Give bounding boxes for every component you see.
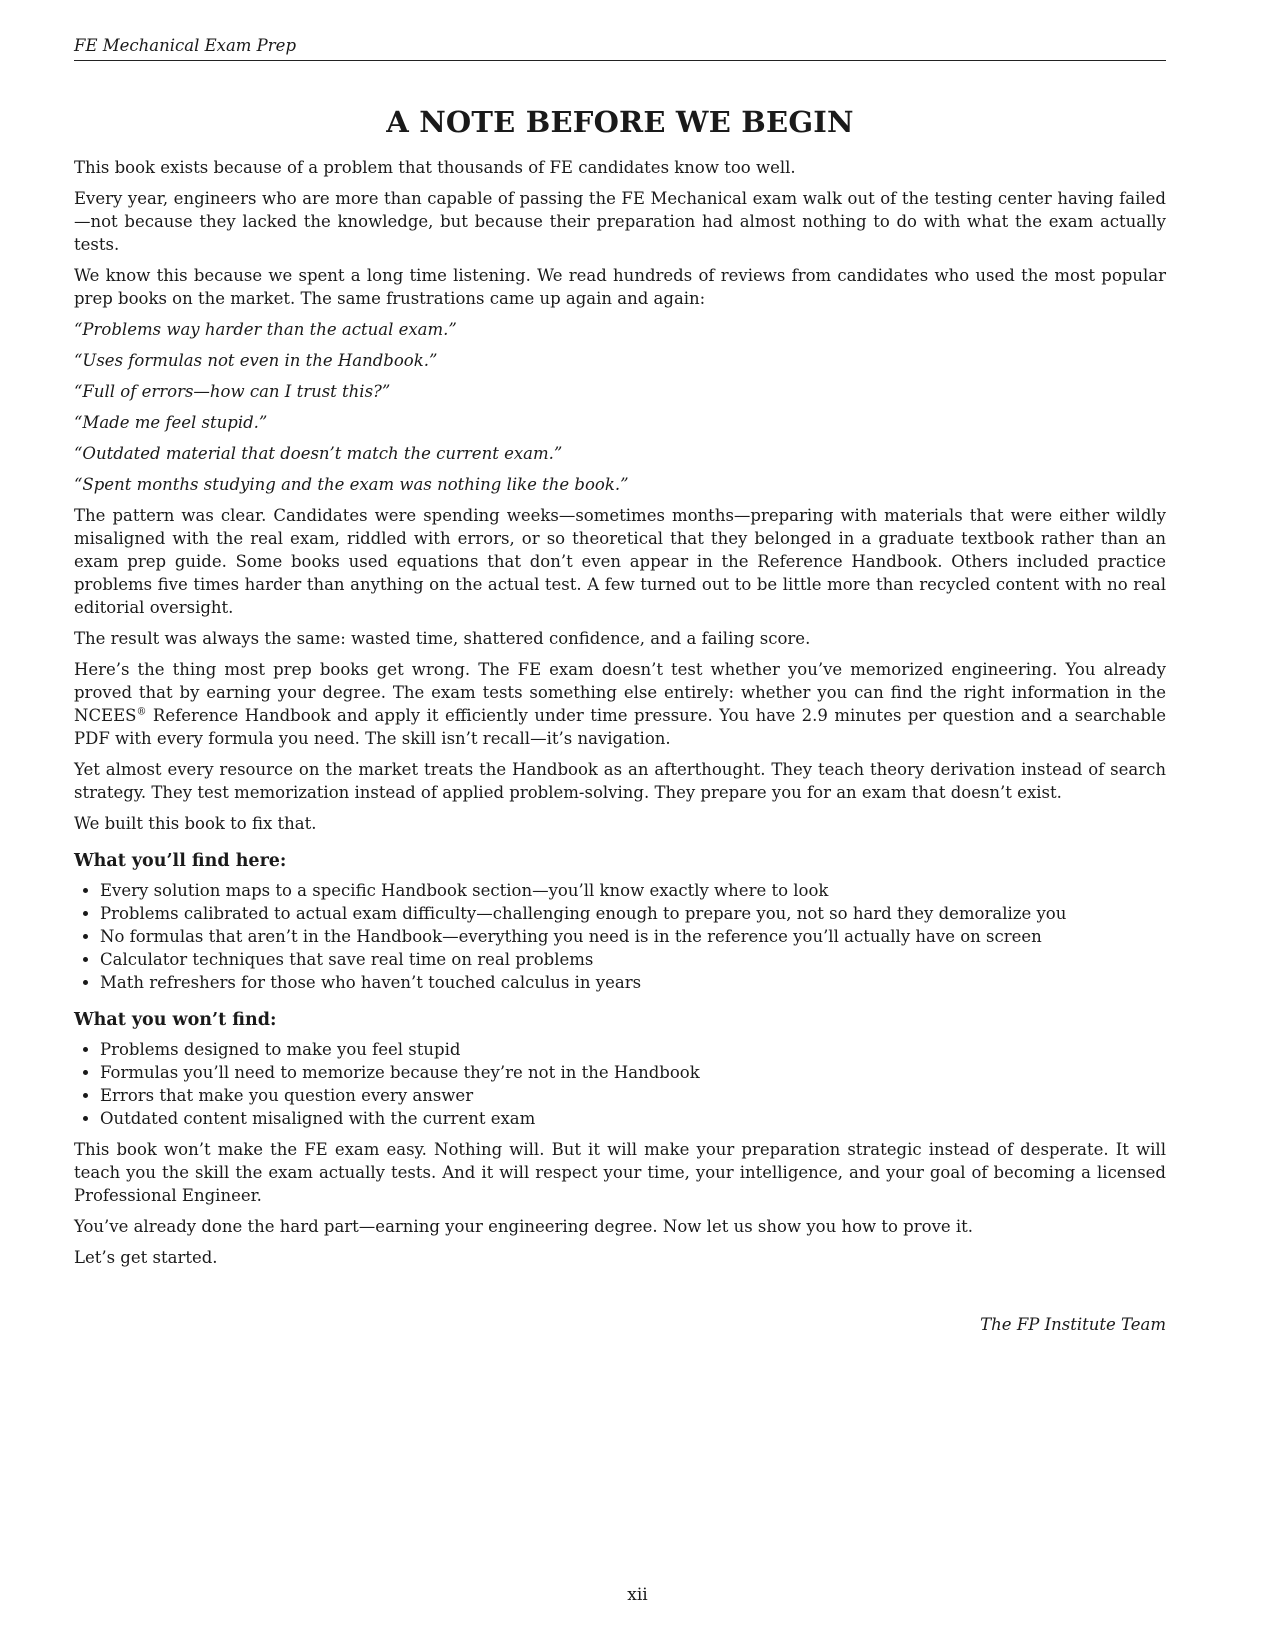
- list-item: • No formulas that aren’t in the Handbook—everything you need is in the reference you’ll actually have on screen: [100, 925, 1166, 948]
- pattern-paragraph: The pattern was clear. Candidates were spending weeks—sometimes months—preparing with materials that were either wildly misaligned with the real exam, riddled with errors, or so theoretical that they belonged in a graduate textbook rather than an exam prep guide. Some books used equations that don’t even appear in the Reference Handbook. Others included practice problems five times harder than anything on the actual test. A few turned out to be little more than recycled content with no real editorial oversight.: [74, 506, 1166, 617]
- find-list: [74, 879, 1166, 994]
- signature: The FP Institute Team: [980, 1315, 1166, 1334]
- intro-paragraph-3: We know this because we spent a long time listening. We read hundreds of reviews from candidates who used the most popular prep books on the market. The same frustrations came up again and again:: [74, 266, 1166, 308]
- list-item: • Formulas you’ll need to memorize because they’re not in the Handbook: [100, 1061, 1166, 1084]
- running-header: [74, 36, 1166, 61]
- running-title: FE Mechanical Exam Prep: [74, 36, 297, 55]
- page-number: xii: [627, 1585, 648, 1605]
- quote-3: “Full of errors—how can I trust this?”: [74, 382, 391, 401]
- page-body: [74, 102, 1166, 1344]
- built-paragraph: We built this book to fix that.: [74, 814, 317, 833]
- handbook-text-before: Here’s the thing most prep books get wrong. The FE exam doesn’t test whether you’ve memorized engineering. You already proved that by earning your degree. The exam tests something else entirely: whether you can find the right information in the NCEES: [74, 660, 1166, 725]
- closing-paragraph-1: This book won’t make the FE exam easy. Nothing will. But it will make your preparation strategic instead of desperate. It will teach you the skill the exam actually tests. And it will respect your time, your intelligence, and your goal of becoming a licensed Professional Engineer.: [74, 1140, 1166, 1205]
- list-item: • Calculator techniques that save real time on real problems: [100, 948, 1166, 971]
- page-title: A NOTE BEFORE WE BEGIN: [386, 105, 854, 139]
- list-item: • Every solution maps to a specific Handbook section—you’ll know exactly where to look: [100, 879, 1166, 902]
- intro-paragraph-2: Every year, engineers who are more than capable of passing the FE Mechanical exam walk out of the testing center having failed—not because they lacked the knowledge, but because their preparation had almost nothing to do with what the exam actually tests.: [74, 189, 1166, 254]
- quote-4: “Made me feel stupid.”: [74, 413, 268, 432]
- registered-mark: ®: [136, 706, 147, 718]
- quote-2: “Uses formulas not even in the Handbook.”: [74, 351, 438, 370]
- wont-find-heading: What you won’t find:: [74, 1010, 277, 1030]
- list-item: • Math refreshers for those who haven’t touched calculus in years: [100, 971, 1166, 994]
- quote-5: “Outdated material that doesn’t match the current exam.”: [74, 444, 563, 463]
- list-item: • Problems designed to make you feel stupid: [100, 1038, 1166, 1061]
- wont-find-list: [74, 1038, 1166, 1130]
- quote-1: “Problems way harder than the actual exam.”: [74, 320, 457, 339]
- find-heading: What you’ll find here:: [74, 851, 287, 871]
- list-item: • Errors that make you question every answer: [100, 1084, 1166, 1107]
- closing-paragraph-3: Let’s get started.: [74, 1248, 218, 1267]
- closing-paragraph-2: You’ve already done the hard part—earning your engineering degree. Now let us show you how to prove it.: [74, 1217, 974, 1236]
- list-item: • Problems calibrated to actual exam difficulty—challenging enough to prepare you, not so hard they demoralize you: [100, 902, 1166, 925]
- list-item: • Outdated content misaligned with the current exam: [100, 1107, 1166, 1130]
- handbook-text-after: Reference Handbook and apply it efficiently under time pressure. You have 2.9 minutes per question and a searchable PDF with every formula you need. The skill isn’t recall—it’s navigation.: [74, 706, 1166, 748]
- handbook-paragraph: [74, 658, 1166, 750]
- intro-paragraph-1: This book exists because of a problem that thousands of FE candidates know too well.: [74, 158, 796, 177]
- afterthought-paragraph: Yet almost every resource on the market treats the Handbook as an afterthought. They teach theory derivation instead of search strategy. They test memorization instead of applied problem-solving. They prepare you for an exam that doesn’t exist.: [74, 760, 1166, 802]
- result-paragraph: The result was always the same: wasted time, shattered confidence, and a failing score.: [74, 629, 811, 648]
- quote-6: “Spent months studying and the exam was nothing like the book.”: [74, 475, 629, 494]
